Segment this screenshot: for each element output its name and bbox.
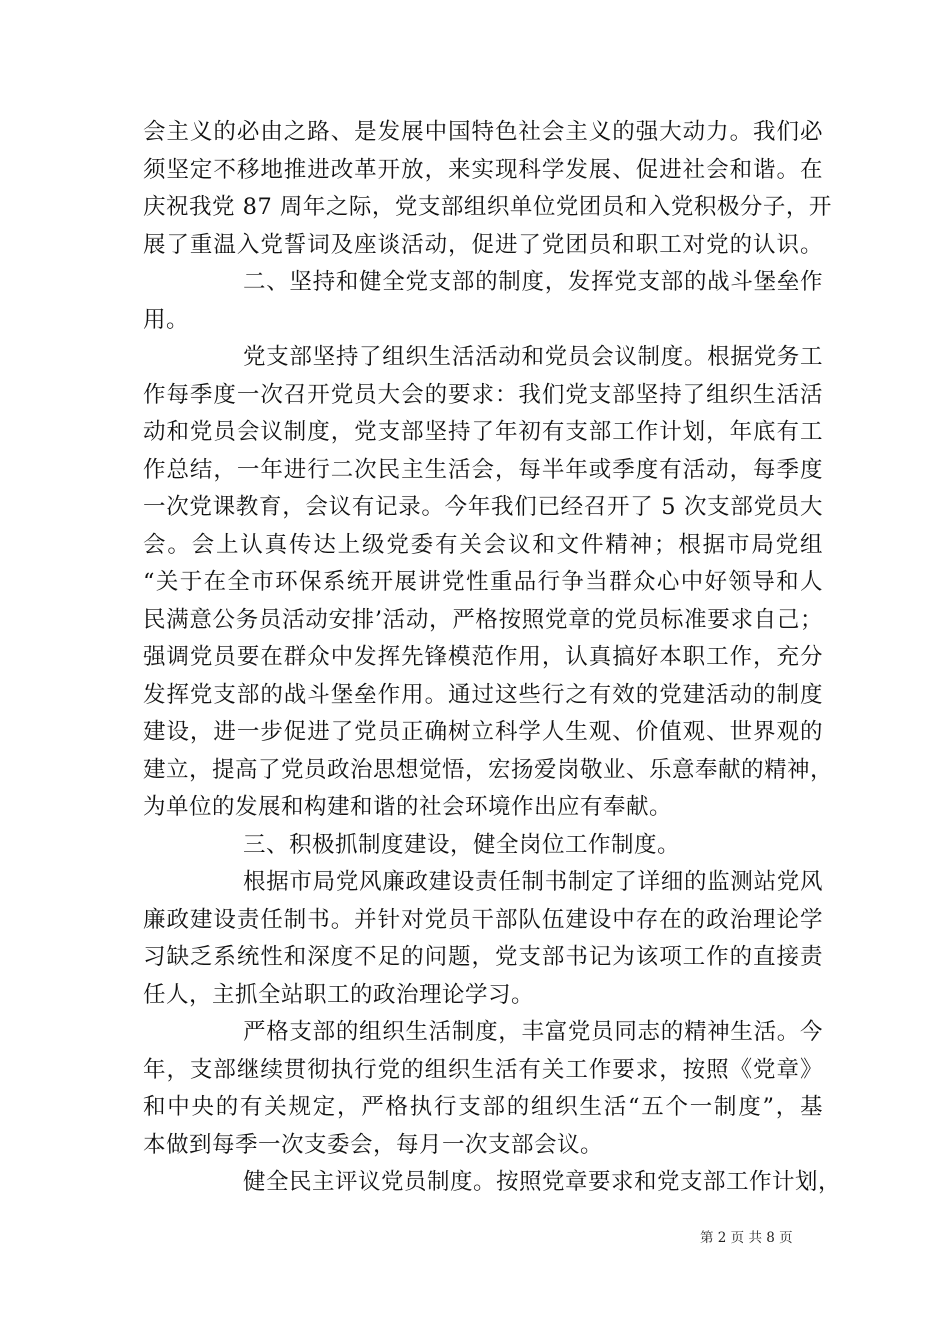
text-line: “关于在全市环保系统开展讲党性重品行争当群众心中好领导和人	[143, 569, 823, 595]
text-line: 会主义的必由之路、是发展中国特色社会主义的强大动力。我们必	[143, 119, 823, 145]
text-line: 健全民主评议党员制度。按照党章要求和党支部工作计划，	[243, 1169, 842, 1195]
text-line: 党支部坚持了组织生活活动和党员会议制度。根据党务工	[243, 344, 823, 370]
page-number-footer: 第 2 页 共 8 页	[700, 1230, 793, 1246]
body-text	[143, 114, 842, 1202]
text-line: 习缺乏系统性和深度不足的问题，党支部书记为该项工作的直接责	[143, 944, 823, 970]
text-line: 廉政建设责任制书。并针对党员干部队伍建设中存在的政治理论学	[143, 906, 823, 933]
text-line: 建立，提高了党员政治思想觉悟，宏扬爱岗敬业、乐意奉献的精神，	[143, 756, 834, 783]
text-line: 严格支部的组织生活制度，丰富党员同志的精神生活。今	[243, 1019, 823, 1045]
text-line: 作总结，一年进行二次民主生活会，每半年或季度有活动，每季度	[143, 456, 823, 483]
text-line: 强调党员要在群众中发挥先锋模范作用，认真搞好本职工作，充分	[143, 644, 823, 670]
text-line: 发挥党支部的战斗堡垒作用。通过这些行之有效的党建活动的制度	[143, 681, 823, 708]
text-line: 展了重温入党誓词及座谈活动，促进了党团员和职工对党的认识。	[143, 231, 823, 258]
text-line: 一次党课教育，会议有记录。今年我们已经召开了 5 次支部党员大	[143, 494, 823, 520]
text-line: 任人，主抓全站职工的政治理论学习。	[143, 981, 535, 1008]
text-line: 三、积极抓制度建设，健全岗位工作制度。	[243, 831, 681, 858]
text-line: 庆祝我党 87 周年之际，党支部组织单位党团员和入党积极分子，开	[143, 194, 832, 220]
text-line: 会。会上认真传达上级党委有关会议和文件精神；根据市局党组	[143, 531, 823, 558]
text-line: 用。	[143, 306, 190, 333]
text-line: 建设，进一步促进了党员正确树立科学人生观、价值观、世界观的	[143, 719, 823, 745]
text-line: 为单位的发展和构建和谐的社会环境作出应有奉献。	[143, 794, 673, 820]
text-line: 作每季度一次召开党员大会的要求：我们党支部坚持了组织生活活	[143, 381, 823, 408]
text-line: 本做到每季一次支委会，每月一次支部会议。	[143, 1131, 604, 1158]
text-line: 民满意公务员活动安排’活动，严格按照党章的党员标准要求自己；	[143, 606, 823, 633]
text-line: 和中央的有关规定，严格执行支部的组织生活“五个一制度”，基	[143, 1094, 823, 1120]
text-line: 动和党员会议制度，党支部坚持了年初有支部工作计划，年底有工	[143, 419, 823, 445]
text-line: 须坚定不移地推进改革开放，来实现科学发展、促进社会和谐。在	[143, 156, 823, 183]
text-line: 二、坚持和健全党支部的制度，发挥党支部的战斗堡垒作	[243, 269, 823, 295]
text-line: 年，支部继续贯彻执行党的组织生活有关工作要求，按照《党章》	[143, 1056, 823, 1083]
text-line: 根据市局党风廉政建设责任制书制定了详细的监测站党风	[243, 869, 823, 895]
